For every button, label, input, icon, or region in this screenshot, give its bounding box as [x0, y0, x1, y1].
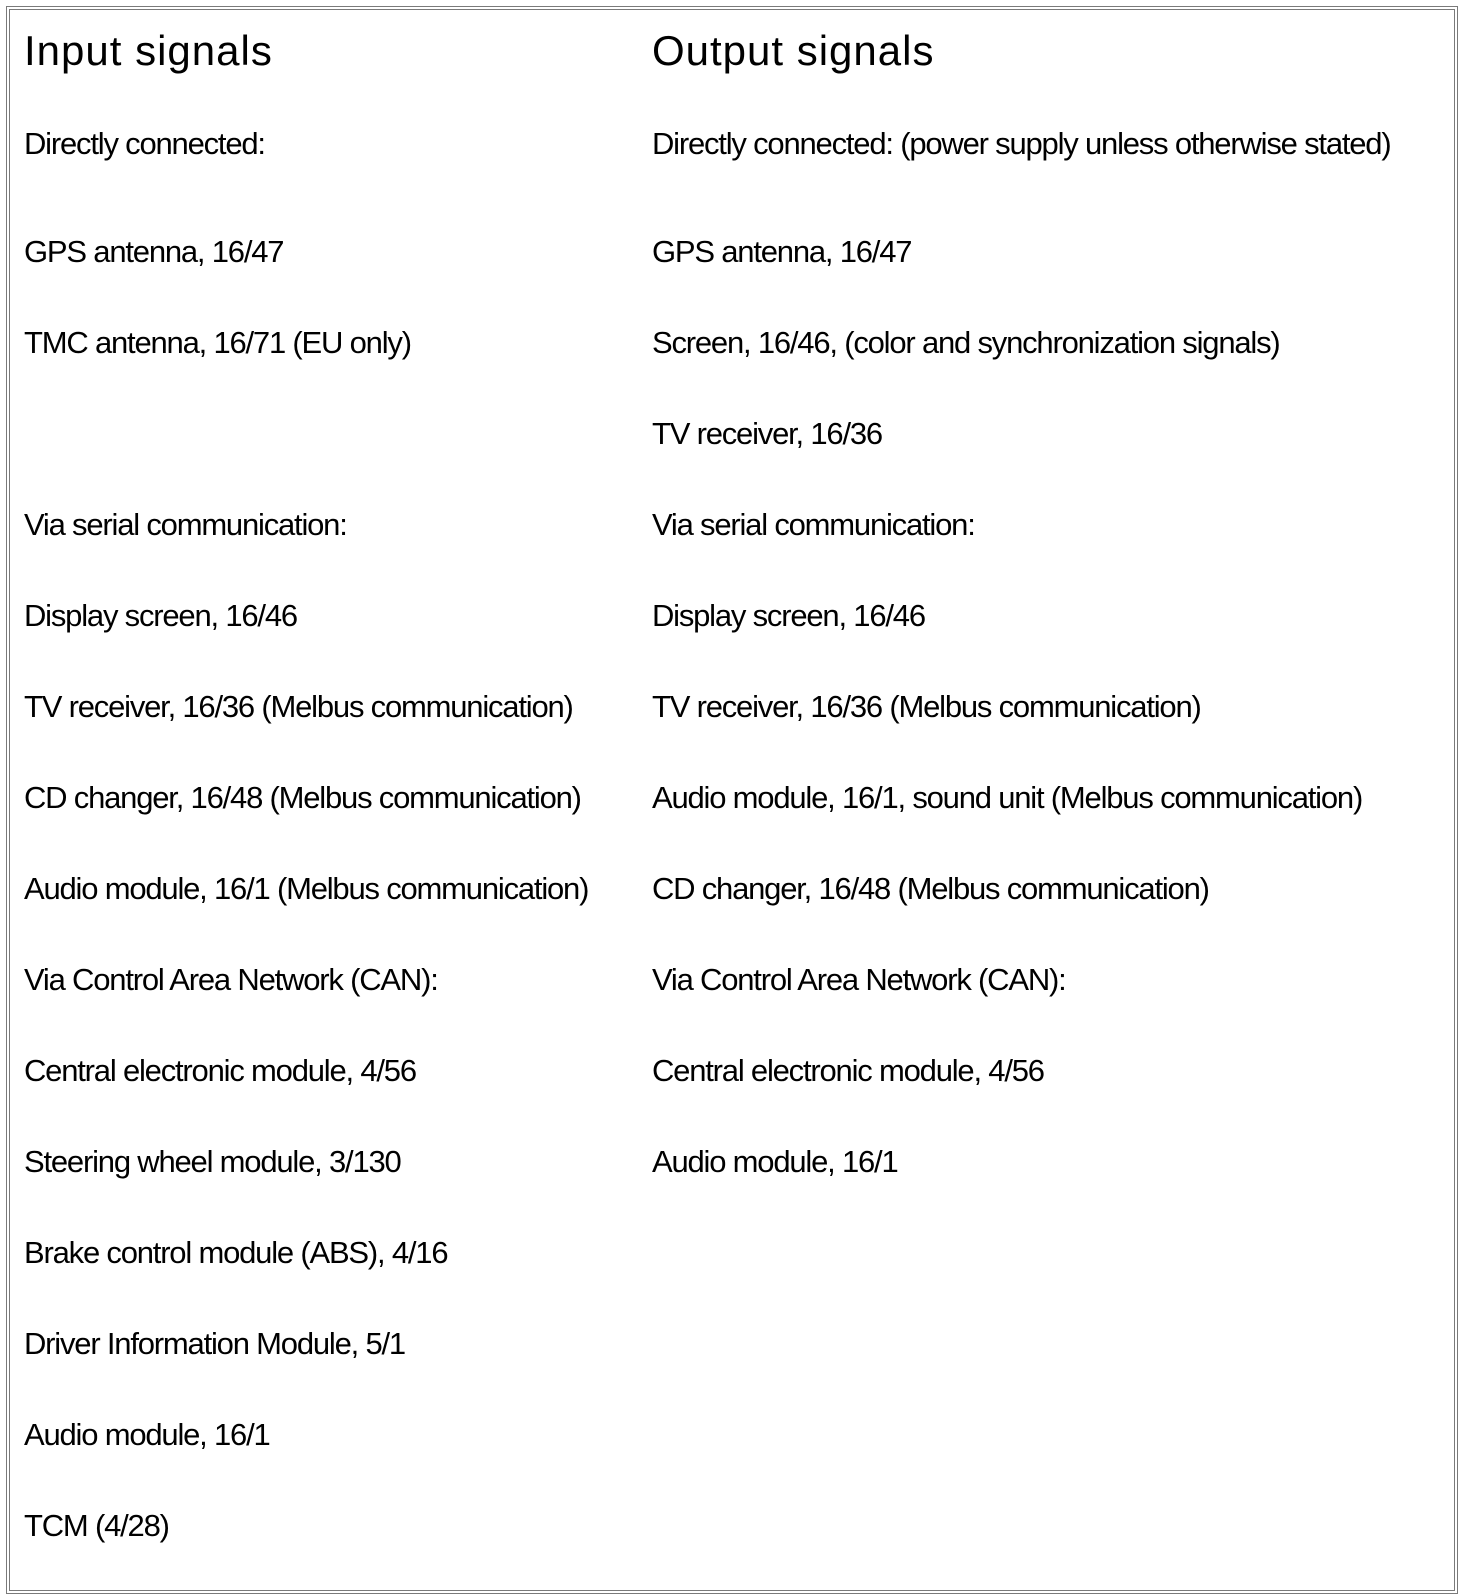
input-signal-cell: CD changer, 16/48 (Melbus communication) — [24, 779, 581, 815]
table-row — [24, 82, 1454, 206]
output-signal-cell — [652, 1389, 1454, 1480]
table-row — [24, 934, 1454, 1025]
table-row — [24, 570, 1454, 661]
table-row — [24, 661, 1454, 752]
output-signal-cell — [652, 1298, 1454, 1389]
input-signal-cell: Display screen, 16/46 — [24, 597, 297, 633]
input-signal-cell: Brake control module (ABS), 4/16 — [24, 1234, 448, 1270]
input-signal-cell: TV receiver, 16/36 (Melbus communication) — [24, 688, 573, 724]
table-row — [24, 297, 1454, 388]
table-row — [24, 206, 1454, 297]
output-signal-cell: Audio module, 16/1 — [651, 1143, 898, 1179]
input-signal-cell: Steering wheel module, 3/130 — [24, 1143, 401, 1179]
table-row — [24, 1116, 1454, 1207]
output-signals-header: Output signals — [651, 27, 935, 74]
table-row — [24, 479, 1454, 570]
output-signal-cell — [652, 1207, 1454, 1298]
output-signal-cell: GPS antenna, 16/47 — [651, 233, 912, 269]
signals-table — [24, 20, 1454, 1571]
table-row — [24, 1207, 1454, 1298]
table-row — [24, 843, 1454, 934]
input-signal-cell — [24, 388, 652, 479]
table-row — [24, 752, 1454, 843]
input-signal-cell: GPS antenna, 16/47 — [24, 233, 284, 269]
output-signal-cell: Via Control Area Network (CAN): — [651, 961, 1066, 997]
table-row — [24, 1025, 1454, 1116]
output-signal-cell — [652, 1480, 1454, 1571]
output-signal-cell: TV receiver, 16/36 (Melbus communication) — [651, 688, 1201, 724]
output-signal-cell: CD changer, 16/48 (Melbus communication) — [651, 870, 1209, 906]
output-signal-cell: Audio module, 16/1, sound unit (Melbus communication) — [651, 779, 1363, 815]
input-signal-cell: Audio module, 16/1 — [24, 1416, 270, 1452]
output-signal-cell: Via serial communication: — [651, 506, 975, 542]
output-signal-cell: Screen, 16/46, (color and synchronization signals) — [651, 324, 1280, 360]
input-signal-cell: Via serial communication: — [24, 506, 347, 542]
table-row — [24, 1389, 1454, 1480]
input-signal-cell: TCM (4/28) — [24, 1507, 169, 1543]
input-signal-cell: Audio module, 16/1 (Melbus communication) — [24, 870, 589, 906]
input-signal-cell: Driver Information Module, 5/1 — [24, 1325, 405, 1361]
input-signal-cell: TMC antenna, 16/71 (EU only) — [24, 324, 411, 360]
signals-body — [24, 82, 1454, 1571]
input-signal-cell: Directly connected: — [24, 126, 265, 161]
input-signals-header: Input signals — [24, 27, 273, 74]
output-signal-cell: Directly connected: (power supply unless otherwise stated) — [651, 126, 1391, 161]
output-signal-cell: Display screen, 16/46 — [651, 597, 925, 633]
input-signal-cell: Central electronic module, 4/56 — [24, 1052, 416, 1088]
output-signal-cell: Central electronic module, 4/56 — [651, 1052, 1044, 1088]
input-signal-cell: Via Control Area Network (CAN): — [24, 961, 438, 997]
table-frame — [6, 6, 1458, 1594]
output-signal-cell: TV receiver, 16/36 — [651, 415, 882, 451]
table-row — [24, 388, 1454, 479]
table-row — [24, 1480, 1454, 1571]
header-row — [24, 20, 1454, 82]
table-row — [24, 1298, 1454, 1389]
